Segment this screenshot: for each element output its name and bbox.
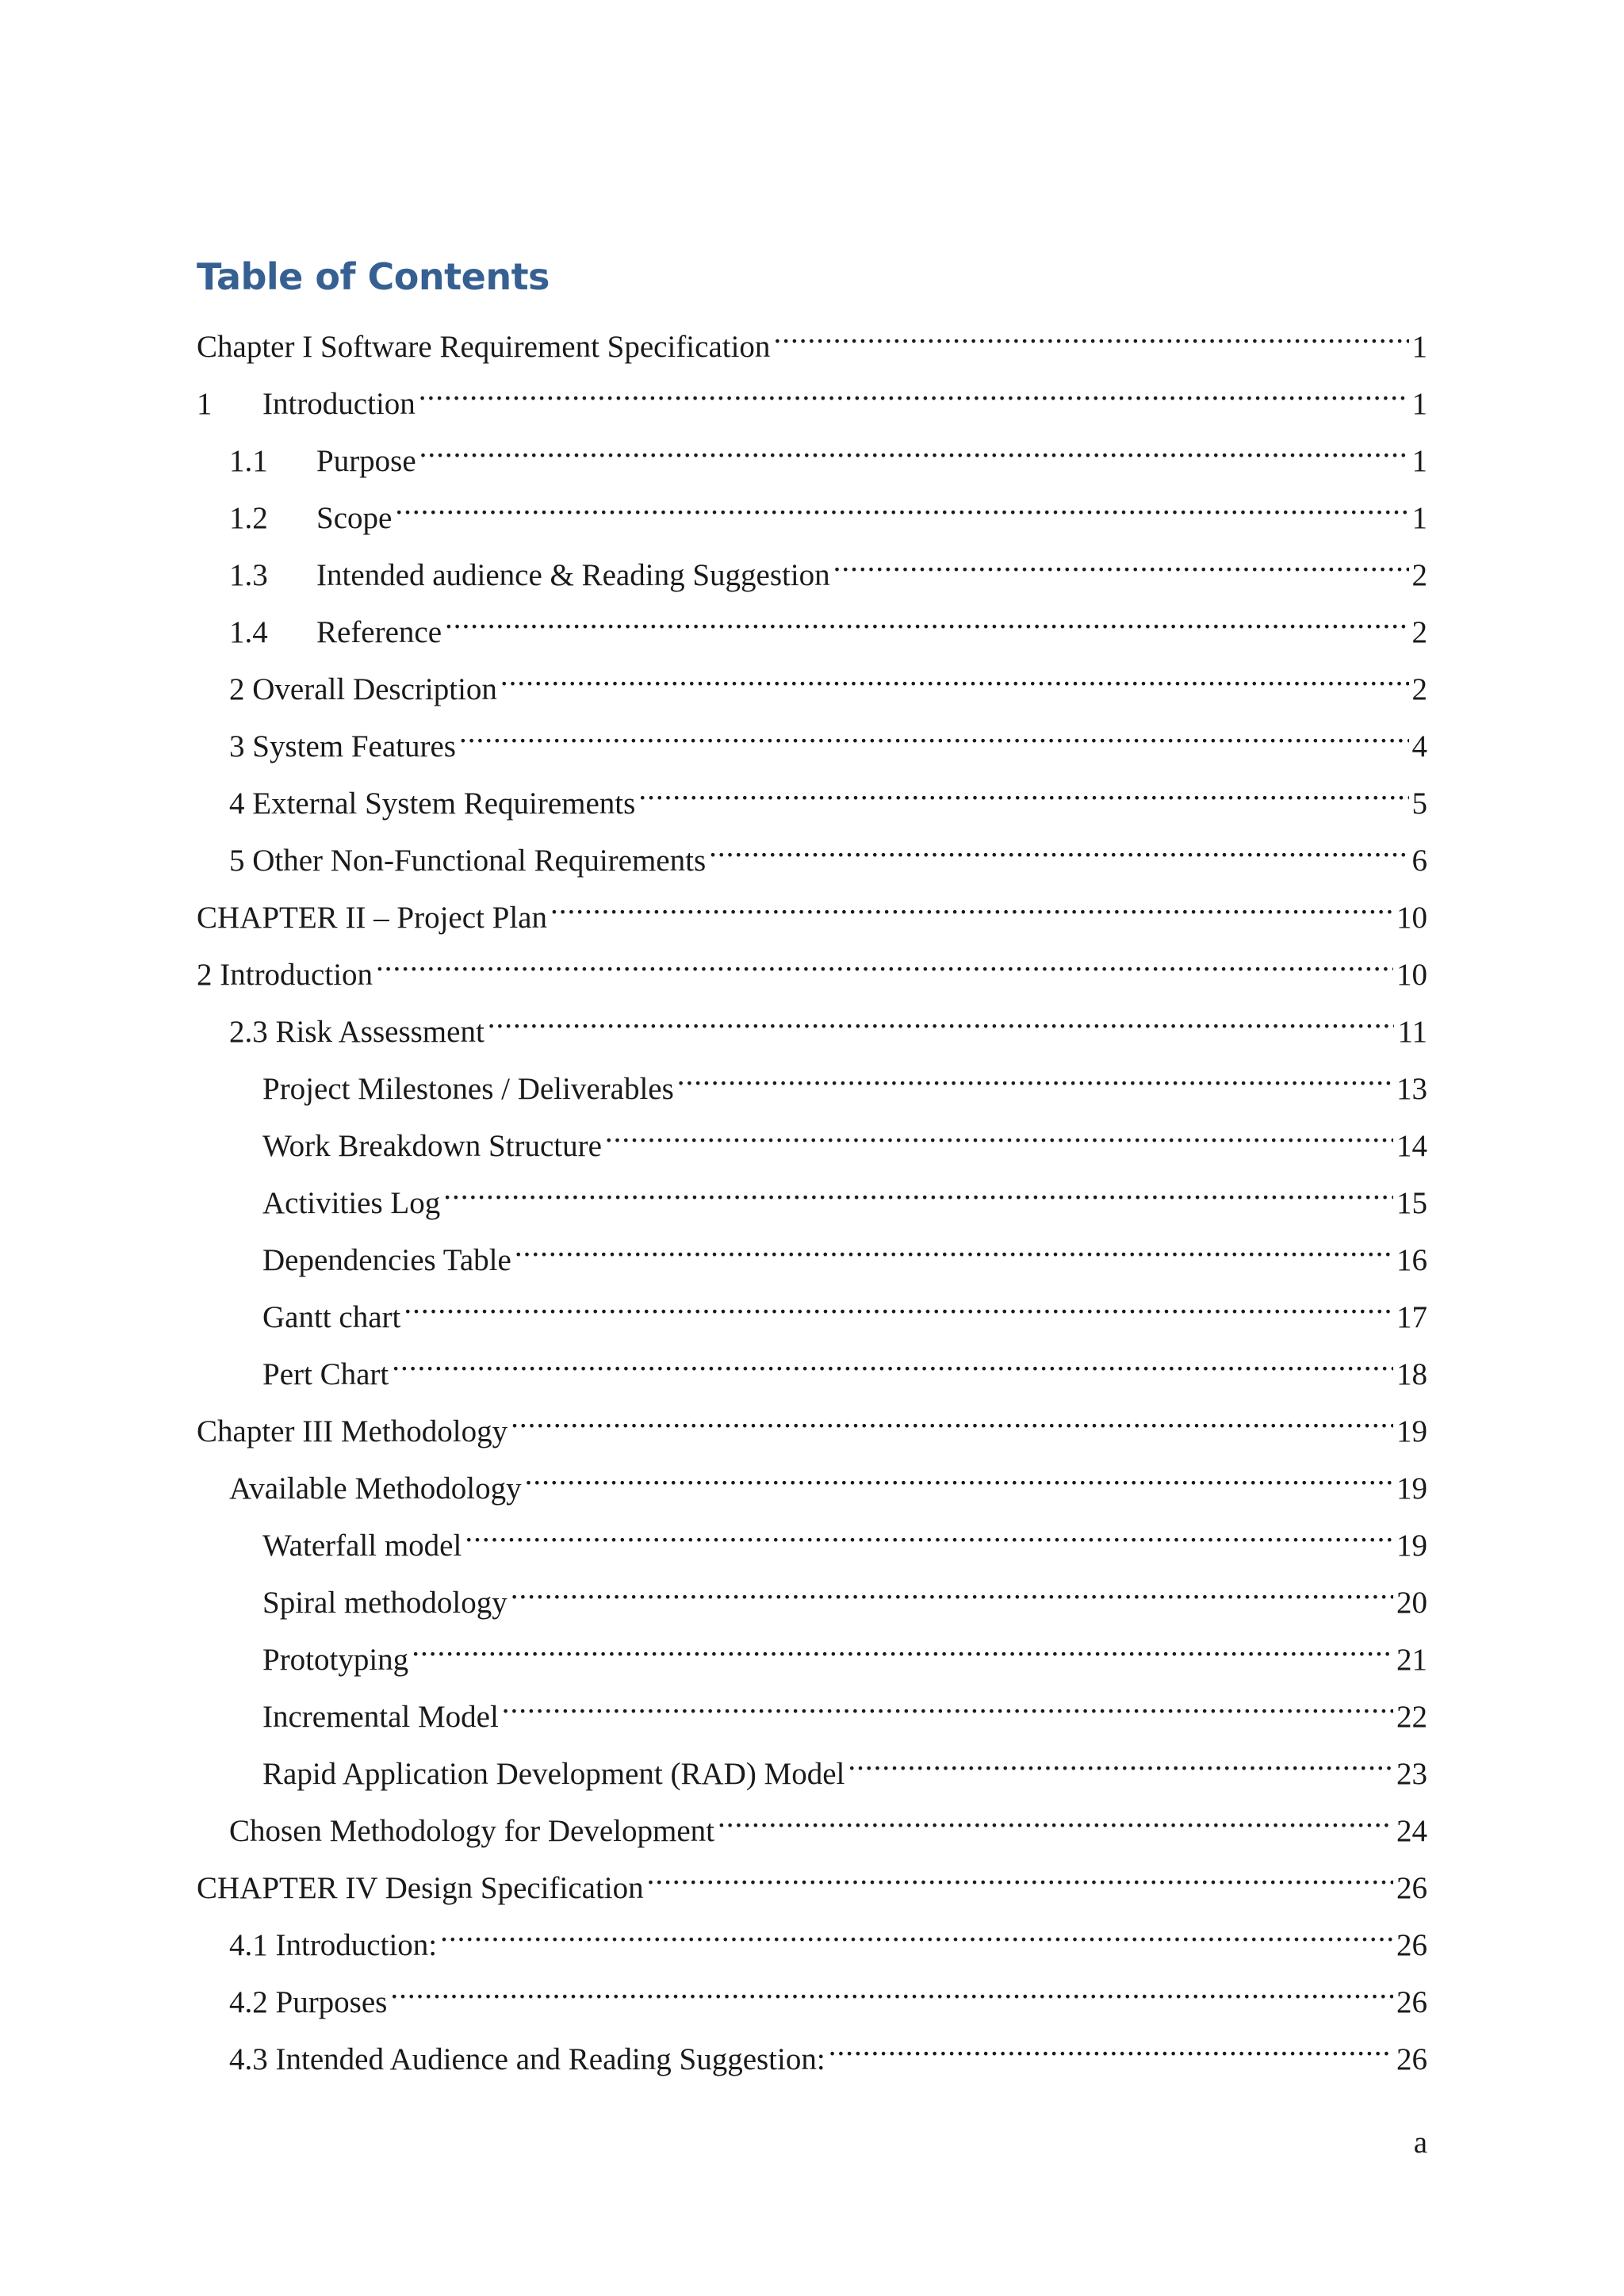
- toc-entry-title: Gantt chart: [262, 1300, 401, 1334]
- toc-entry-title: Available Methodology: [229, 1471, 522, 1506]
- toc-entry-title: Rapid Application Development (RAD) Model: [262, 1757, 845, 1791]
- toc-list: [197, 309, 1427, 2079]
- toc-entry[interactable]: [197, 2022, 1427, 2079]
- toc-entry-title: Scope: [316, 501, 393, 535]
- toc-entry-page: 26: [1396, 2042, 1427, 2076]
- toc-entry[interactable]: [197, 423, 1427, 480]
- dot-leader: [647, 1850, 1393, 1898]
- toc-entry-page: 2: [1411, 558, 1427, 592]
- toc-entry[interactable]: [197, 709, 1427, 766]
- toc-entry-title: 5 Other Non-Functional Requirements: [229, 844, 707, 878]
- toc-entry-title: 2 Overall Description: [229, 672, 497, 706]
- dot-leader: [677, 1051, 1393, 1099]
- dot-leader: [443, 1165, 1393, 1213]
- toc-entry-title: Dependencies Table: [262, 1243, 511, 1277]
- toc-entry[interactable]: [197, 480, 1427, 538]
- toc-entry-page: 2: [1411, 615, 1427, 649]
- toc-entry-page: 24: [1396, 1814, 1427, 1848]
- toc-entry-title: Purpose: [316, 444, 416, 478]
- toc-entry-title: 2 Introduction: [197, 958, 373, 992]
- toc-entry-title: Chapter III Methodology: [197, 1414, 508, 1448]
- dot-leader: [419, 423, 1409, 471]
- toc-entry[interactable]: [197, 766, 1427, 823]
- toc-entry-number: 1.4: [229, 615, 268, 649]
- dot-leader: [709, 823, 1408, 871]
- dot-leader: [605, 1108, 1393, 1156]
- toc-entry-page: 1: [1411, 444, 1427, 478]
- toc-entry[interactable]: [197, 1451, 1427, 1508]
- toc-entry-page: 20: [1396, 1586, 1427, 1620]
- dot-leader: [500, 652, 1409, 699]
- dot-leader: [419, 366, 1409, 414]
- toc-entry-title: Work Breakdown Structure: [262, 1129, 602, 1163]
- toc-entry[interactable]: [197, 1394, 1427, 1451]
- dot-leader: [502, 1679, 1393, 1727]
- toc-entry-title: Reference: [316, 615, 442, 649]
- dot-leader: [511, 1394, 1393, 1441]
- toc-entry-title: 2.3 Risk Assessment: [229, 1015, 485, 1049]
- toc-entry-page: 26: [1396, 1985, 1427, 2019]
- toc-entry-page: 5: [1411, 786, 1427, 821]
- dot-leader: [459, 709, 1409, 756]
- toc-entry-page: 23: [1396, 1757, 1427, 1791]
- toc-entry[interactable]: [197, 1508, 1427, 1565]
- toc-entry-page: 10: [1396, 901, 1427, 935]
- dot-leader: [390, 1965, 1393, 2012]
- toc-entry[interactable]: [197, 366, 1427, 423]
- toc-entry[interactable]: [197, 652, 1427, 709]
- toc-entry[interactable]: [197, 1679, 1427, 1736]
- toc-entry[interactable]: [197, 595, 1427, 652]
- toc-entry-page: 15: [1396, 1186, 1427, 1220]
- toc-entry[interactable]: [197, 1565, 1427, 1622]
- dot-leader: [465, 1508, 1393, 1556]
- toc-entry-title: CHAPTER IV Design Specification: [197, 1871, 644, 1905]
- toc-entry-page: 22: [1396, 1700, 1427, 1734]
- toc-entry-page: 2: [1411, 672, 1427, 706]
- page-number: a: [1413, 2126, 1427, 2160]
- toc-entry-page: 14: [1396, 1129, 1427, 1163]
- toc-entry-title: Intended audience & Reading Suggestion: [316, 558, 830, 592]
- toc-entry-number: 1.1: [229, 444, 268, 478]
- toc-entry[interactable]: [197, 1051, 1427, 1108]
- toc-entry[interactable]: [197, 1280, 1427, 1337]
- toc-entry-page: 4: [1411, 729, 1427, 763]
- dot-leader: [515, 1223, 1393, 1270]
- toc-entry-title: Waterfall model: [262, 1529, 462, 1563]
- toc-entry-page: 19: [1396, 1529, 1427, 1563]
- toc-entry-page: 19: [1396, 1414, 1427, 1448]
- toc-entry[interactable]: [197, 937, 1427, 994]
- toc-entry-page: 26: [1396, 1871, 1427, 1905]
- toc-entry[interactable]: [197, 1622, 1427, 1679]
- dot-leader: [550, 880, 1393, 928]
- toc-entry-page: 1: [1411, 387, 1427, 421]
- toc-entry-title: Chapter I Software Requirement Specification: [197, 330, 771, 364]
- dot-leader: [848, 1736, 1393, 1784]
- toc-entry[interactable]: [197, 1908, 1427, 1965]
- toc-entry-page: 1: [1411, 501, 1427, 535]
- dot-leader: [638, 766, 1408, 813]
- toc-entry-title: 3 System Features: [229, 729, 456, 763]
- toc-entry-page: 10: [1396, 958, 1427, 992]
- toc-entry[interactable]: [197, 1793, 1427, 1850]
- dot-leader: [376, 937, 1393, 985]
- toc-entry-page: 19: [1396, 1471, 1427, 1506]
- toc-entry[interactable]: [197, 880, 1427, 937]
- toc-entry[interactable]: [197, 1223, 1427, 1280]
- dot-leader: [829, 2022, 1393, 2069]
- toc-entry[interactable]: [197, 1337, 1427, 1394]
- dot-leader: [412, 1622, 1393, 1670]
- dot-leader: [440, 1908, 1393, 1955]
- toc-entry-page: 18: [1396, 1357, 1427, 1391]
- toc-entry-number: 1: [197, 387, 213, 421]
- toc-entry-page: 11: [1397, 1015, 1427, 1049]
- toc-entry-title: CHAPTER II – Project Plan: [197, 901, 547, 935]
- toc-entry[interactable]: [197, 1736, 1427, 1793]
- toc-entry-title: 4.3 Intended Audience and Reading Suggestion:: [229, 2042, 825, 2076]
- toc-entry-title: 4 External System Requirements: [229, 786, 636, 821]
- dot-leader: [525, 1451, 1393, 1498]
- toc-entry[interactable]: [197, 1108, 1427, 1165]
- dot-leader: [773, 309, 1408, 357]
- toc-entry-number: 1.3: [229, 558, 268, 592]
- toc-entry[interactable]: [197, 1165, 1427, 1223]
- toc-entry-page: 21: [1396, 1643, 1427, 1677]
- dot-leader: [511, 1565, 1393, 1613]
- toc-entry-page: 17: [1396, 1300, 1427, 1334]
- toc-entry-title: Project Milestones / Deliverables: [262, 1072, 674, 1106]
- toc-entry-number: 1.2: [229, 501, 268, 535]
- toc-entry-page: 6: [1411, 844, 1427, 878]
- toc-entry-page: 16: [1396, 1243, 1427, 1277]
- toc-entry-title: Introduction: [262, 387, 416, 421]
- toc-entry-page: 26: [1396, 1928, 1427, 1962]
- toc-entry-title: Prototyping: [262, 1643, 409, 1677]
- toc-entry-title: Activities Log: [262, 1186, 441, 1220]
- toc-entry[interactable]: [197, 1850, 1427, 1908]
- toc-entry-page: 1: [1411, 330, 1427, 364]
- dot-leader: [392, 1337, 1393, 1384]
- dot-leader: [445, 595, 1408, 642]
- dot-leader: [833, 538, 1409, 585]
- toc-entry-title: Spiral methodology: [262, 1586, 508, 1620]
- dot-leader: [395, 480, 1408, 528]
- toc-entry-title: Incremental Model: [262, 1700, 499, 1734]
- toc-entry-title: 4.1 Introduction:: [229, 1928, 438, 1962]
- toc-entry-title: Chosen Methodology for Development: [229, 1814, 714, 1848]
- dot-leader: [488, 994, 1395, 1042]
- toc-entry-page: 13: [1396, 1072, 1427, 1106]
- toc-entry[interactable]: [197, 823, 1427, 880]
- toc-entry[interactable]: [197, 1965, 1427, 2022]
- toc-entry-title: 4.2 Purposes: [229, 1985, 388, 2019]
- toc-entry[interactable]: [197, 309, 1427, 366]
- dot-leader: [404, 1280, 1393, 1327]
- toc-entry[interactable]: [197, 994, 1427, 1051]
- toc-heading: Table of Contents: [197, 255, 550, 298]
- toc-entry[interactable]: [197, 538, 1427, 595]
- dot-leader: [718, 1793, 1393, 1841]
- toc-entry-title: Pert Chart: [262, 1357, 389, 1391]
